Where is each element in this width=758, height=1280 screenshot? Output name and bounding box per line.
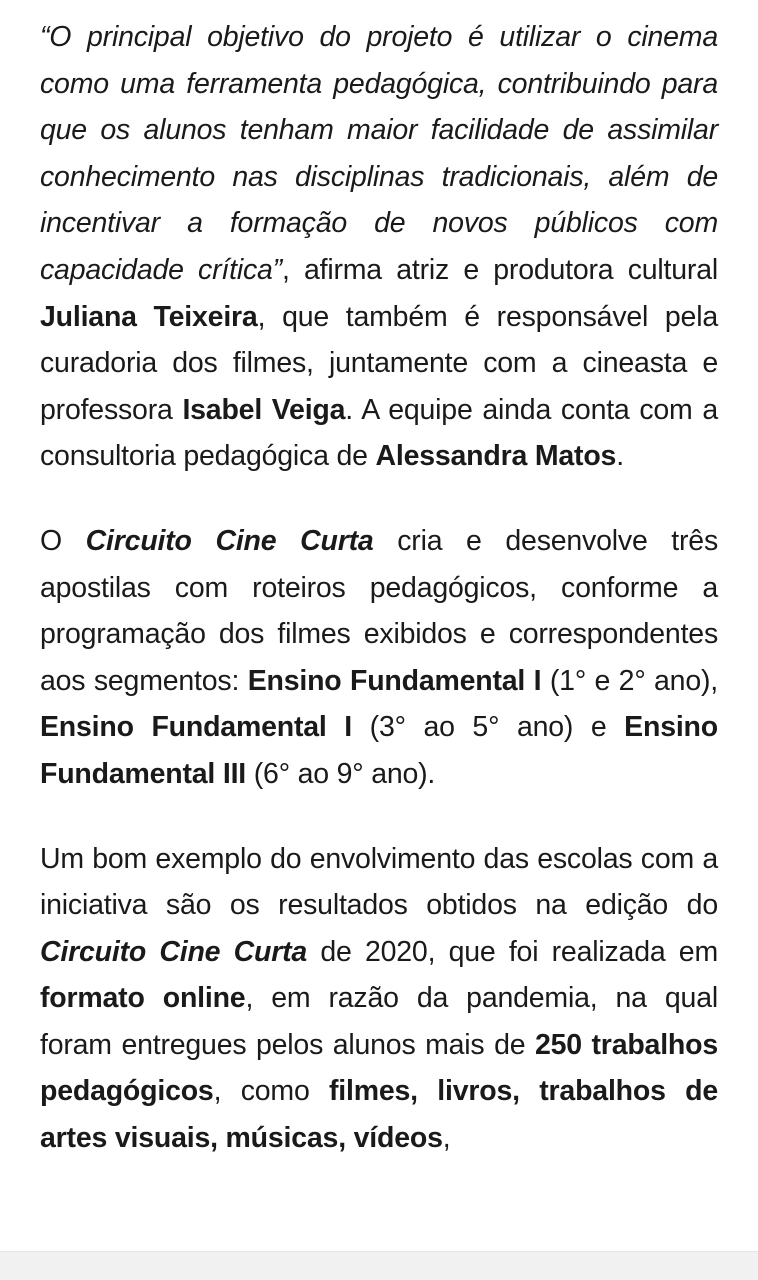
works-count: 250 trabalhos pedagógicos bbox=[40, 1028, 718, 1108]
bottom-toolbar bbox=[0, 1251, 758, 1280]
segment-ef3: Ensino Fundamental III bbox=[40, 711, 718, 790]
paragraph-quote bbox=[40, 14, 718, 480]
text-segment: cria e desenvolve três apostilas com roteiros pedagógicos, conforme a programação dos filmes exibidos e correspondentes aos segmentos: bbox=[40, 524, 718, 697]
text-segment: Um bom exemplo do envolvimento das escolas com a iniciativa são os resultados obtidos na edição do bbox=[40, 842, 718, 922]
project-name: Circuito Cine Curta bbox=[85, 524, 374, 557]
text-segment: (6° ao 9° ano). bbox=[246, 757, 436, 790]
article-body bbox=[40, 14, 718, 1162]
text-segment: , como bbox=[213, 1075, 329, 1108]
project-name: Circuito Cine Curta bbox=[40, 935, 308, 968]
segment-ef1-b: Ensino Fundamental I bbox=[40, 711, 352, 744]
paragraph-results bbox=[40, 836, 718, 1162]
text-segment: . bbox=[616, 440, 624, 473]
text-segment: , bbox=[442, 1122, 451, 1155]
text-segment: , afirma atriz e produtora cultural bbox=[281, 253, 719, 286]
text-segment: O bbox=[40, 524, 86, 557]
text-segment: . A equipe ainda conta com a consultoria pedagógica de bbox=[40, 393, 719, 473]
segment-ef1: Ensino Fundamental I bbox=[247, 664, 542, 697]
person-name-alessandra: Alessandra Matos bbox=[375, 440, 617, 473]
works-items: filmes, livros, trabalhos de artes visuais, músicas, vídeos bbox=[40, 1075, 718, 1155]
format-online: formato online bbox=[40, 982, 246, 1015]
person-name-isabel: Isabel Veiga bbox=[182, 393, 346, 426]
text-segment: (3° ao 5° ano) e bbox=[352, 711, 625, 744]
text-segment: de 2020, que foi realizada em bbox=[307, 935, 718, 968]
quote-text: “O principal objetivo do projeto é utilizar o cinema como uma ferramenta pedagógica, contribuindo para que os alunos tenham maior facilidade de assimilar conhecimento nas disciplinas tradicionais, além de incentivar a formação de novos públicos com capacidade crítica” bbox=[40, 21, 718, 286]
text-segment: , em razão da pandemia, na qual foram entregues pelos alunos mais de bbox=[40, 982, 718, 1061]
text-segment: (1° e 2° ano), bbox=[541, 664, 718, 697]
paragraph-apostilas bbox=[40, 518, 718, 798]
text-segment: , que também é responsável pela curadoria dos filmes, juntamente com a cineasta e professora bbox=[40, 300, 718, 426]
person-name-juliana: Juliana Teixeira bbox=[40, 300, 258, 333]
